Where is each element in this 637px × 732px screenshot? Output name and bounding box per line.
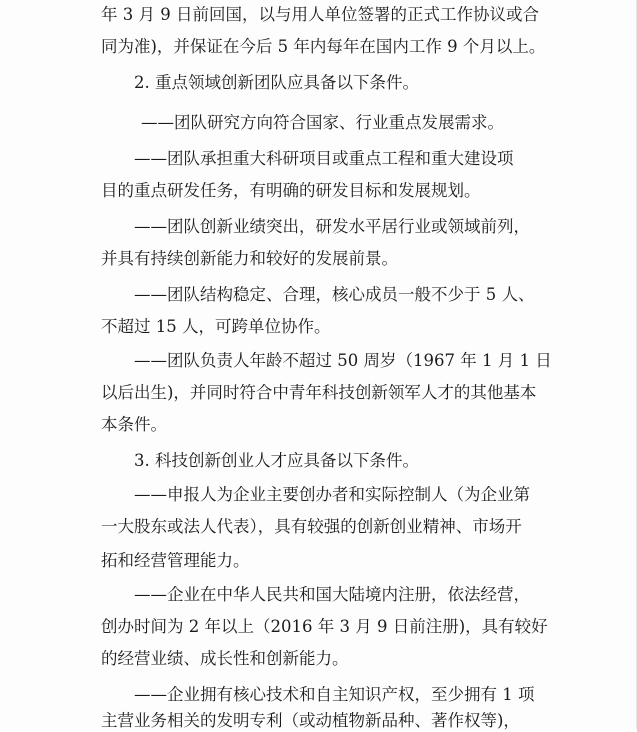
- text-line: 以后出生)，并同时符合中青年科技创新领军人才的其他基本: [101, 383, 537, 402]
- text-line: ——团队承担重大科研项目或重点工程和重大建设项: [134, 149, 514, 168]
- text-line: 目的重点研发任务，有明确的研发目标和发展规划。: [101, 181, 481, 200]
- text-line: 一大股东或法人代表），具有较强的创新创业精神、市场开: [101, 517, 522, 536]
- text-line: 不超过 15 人，可跨单位协作。: [101, 317, 331, 336]
- section-heading-3: 3. 科技创新创业人才应具备以下条件。: [134, 451, 419, 470]
- text-line: ——团队结构稳定、合理，核心成员一般不少于 5 人、: [134, 285, 535, 304]
- text-line: 年 3 月 9 日前回国，以与用人单位签署的正式工作协议或合: [101, 5, 539, 24]
- text-line: 创办时间为 2 年以上（2016 年 3 月 9 日前注册)，具有较好: [101, 617, 548, 636]
- text-line: 拓和经营管理能力。: [101, 551, 250, 570]
- text-line: 本条件。: [101, 415, 167, 434]
- text-line: 的经营业绩、成长性和创新能力。: [101, 649, 349, 668]
- text-line: ——团队研究方向符合国家、行业重点发展需求。: [141, 113, 504, 132]
- section-heading-2: 2. 重点领域创新团队应具备以下条件。: [134, 73, 419, 92]
- text-line: ——团队创新业绩突出，研发水平居行业或领域前列，: [134, 217, 530, 236]
- text-line: ——申报人为企业主要创办者和实际控制人（为企业第: [134, 485, 530, 504]
- text-line: ——企业拥有核心技术和自主知识产权，至少拥有 1 项: [134, 685, 535, 704]
- text-line: ——企业在中华人民共和国大陆境内注册，依法经营，: [134, 585, 530, 604]
- text-line: 主营业务相关的发明专利（或动植物新品种、著作权等)，: [101, 711, 520, 730]
- text-line: ——团队负责人年龄不超过 50 周岁（1967 年 1 月 1 日: [134, 351, 552, 370]
- text-line: 并具有持续创新能力和较好的发展前景。: [101, 249, 398, 268]
- text-line: 同为准)，并保证在今后 5 年内每年在国内工作 9 个月以上。: [101, 37, 546, 56]
